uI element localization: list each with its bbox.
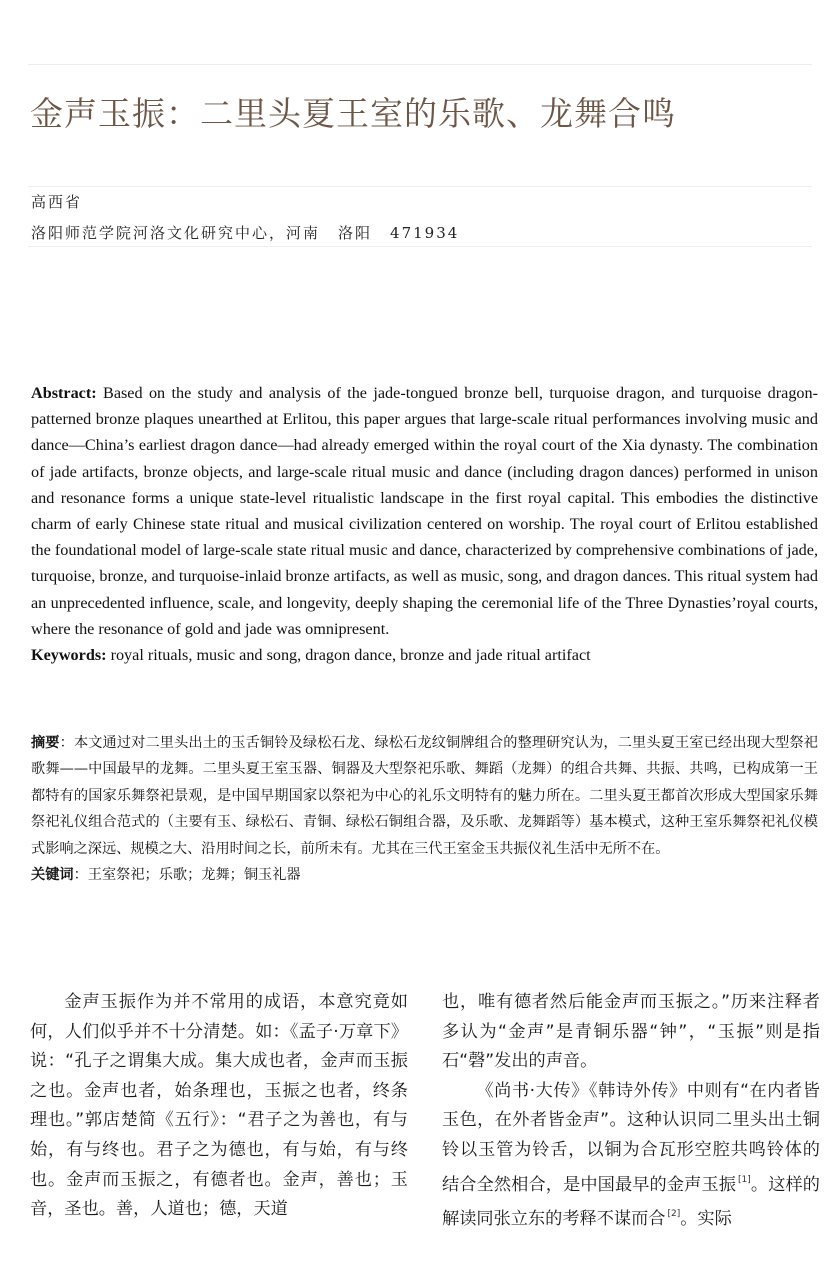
abstract-en-separator: : bbox=[91, 384, 97, 402]
keywords-cn bbox=[31, 862, 818, 888]
english-abstract-block bbox=[31, 380, 818, 668]
abstract-cn-label: 摘要 bbox=[31, 735, 60, 751]
keywords-cn-label: 关键词 bbox=[31, 867, 74, 884]
keywords-en bbox=[31, 642, 818, 668]
citation-ref-1[interactable]: [1] bbox=[738, 1174, 751, 1185]
article-title: 金声玉振：二里头夏王室的乐歌、龙舞合鸣 bbox=[30, 94, 676, 134]
abstract-en bbox=[31, 380, 818, 642]
keywords-en-text: royal rituals, music and song, dragon dance, bronze and jade ritual artifact bbox=[110, 646, 591, 665]
abstract-cn bbox=[31, 730, 818, 862]
body-paragraph: 金声玉振作为并不常用的成语，本意究竟如何，人们似乎并不十分清楚。如：《孟子·万章下》说：“孔子之谓集大成。集大成也者，金声而玉振之也。金声也者，始条理也，玉振之也者，终条理也。”郭店楚简《五行》：“君子之为善也，有与始，有与终也。君子之为德也，有与始，有与终也。金声而玉振之，有德者也。金声，善也；玉音，圣也。善，人道也；德，天道 bbox=[30, 992, 408, 1220]
citation-ref-2[interactable]: [2] bbox=[667, 1209, 681, 1220]
affiliation-institution: 洛阳师范学院河洛文化研究中心，河南 bbox=[31, 224, 321, 242]
abstract-en-text: Based on the study and analysis of the jade-tongued bronze bell, turquoise dragon, and turquoise dragon-patterned bronze plaques unearthed at Erlitou, this paper argues that large-scale ritual performances involving music and dance—China’s earliest dragon dance—had already emerged within the royal court of the Xia dynasty. The combination of jade artifacts, bronze objects, and large-scale ritual music and dance (including dragon dances) performed in unison and resonance forms a unique state-level ritualistic landscape in the first royal capital. This embodies the distinctive charm of early Chinese state ritual and musical civilization centered on worship. The royal court of Erlitou established the foundational model of large-scale state ritual music and dance, characterized by comprehensive combinations of jade, turquoise, bronze, and turquoise-inlaid bronze artifacts, as well as music, song, and dragon dances. This ritual system had an unprecedented influence, scale, and longevity, deeply shaping the ceremonial life of the Three Dynasties’royal courts, where the resonance of gold and jade was omnipresent. bbox=[31, 384, 819, 638]
abstract-cn-separator: ： bbox=[59, 735, 74, 751]
keywords-cn-separator: ： bbox=[73, 867, 88, 884]
author-affiliation bbox=[31, 222, 459, 243]
top-divider bbox=[28, 64, 812, 65]
keywords-cn-text: 王室祭祀；乐歌；龙舞；铜玉礼器 bbox=[87, 867, 301, 884]
keywords-en-separator: : bbox=[101, 646, 107, 665]
body-right-column bbox=[442, 988, 820, 1235]
abstract-cn-text: 本文通过对二里头出土的玉舌铜铃及绿松石龙、绿松石龙纹铜牌组合的整理研究认为，二里头夏王室已经出现大型祭祀歌舞——中国最早的龙舞。二里头夏王室玉器、铜器及大型祭祀乐歌、舞蹈（龙舞）的组合共舞、共振、共鸣，已构成第一王都特有的国家乐舞祭祀景观，是中国早期国家以祭祀为中心的礼乐文明特有的魅力所在。二里头夏王都首次形成大型国家乐舞祭祀礼仪组合范式的（主要有玉、绿松石、青铜、绿松石铜组合器，及乐歌、龙舞蹈等）基本模式，这种王室乐舞祭祀礼仪模式影响之深远、规模之大、沿用时间之长，前所未有。尤其在三代王室金玉共振仪礼生活中无所不在。 bbox=[31, 735, 818, 857]
affiliation-postcode: 471934 bbox=[390, 224, 460, 242]
affiliation-city: 洛阳 bbox=[338, 224, 373, 242]
abstract-en-label: Abstract bbox=[31, 384, 92, 402]
author-divider-bottom bbox=[28, 246, 812, 247]
body-left-column bbox=[30, 988, 408, 1225]
body-text-segment: 《尚书·大传》《韩诗外传》中则有“在内者皆玉色，在外者皆金声”。这种认识同二里头出土铜铃以玉管为铃舌，以铜为合瓦形空腔共鸣铃体的结合全然相合，是中国最早的金声玉振 bbox=[442, 1080, 820, 1195]
body-paragraph bbox=[442, 1077, 820, 1235]
keywords-en-label: Keywords bbox=[31, 646, 102, 665]
author-name: 高西省 bbox=[31, 193, 83, 211]
chinese-abstract-block bbox=[31, 730, 818, 888]
body-paragraph: 也，唯有德者然后能金声而玉振之。”历来注释者多认为“金声”是青铜乐器“钟”，“玉振”则是指石“磬”发出的声音。 bbox=[442, 992, 820, 1072]
body-text-segment: 。这样的解读同张立东的考释不谋而合 bbox=[442, 1174, 820, 1230]
body-text-segment: 。实际 bbox=[680, 1209, 732, 1230]
author-divider-top bbox=[28, 186, 812, 187]
